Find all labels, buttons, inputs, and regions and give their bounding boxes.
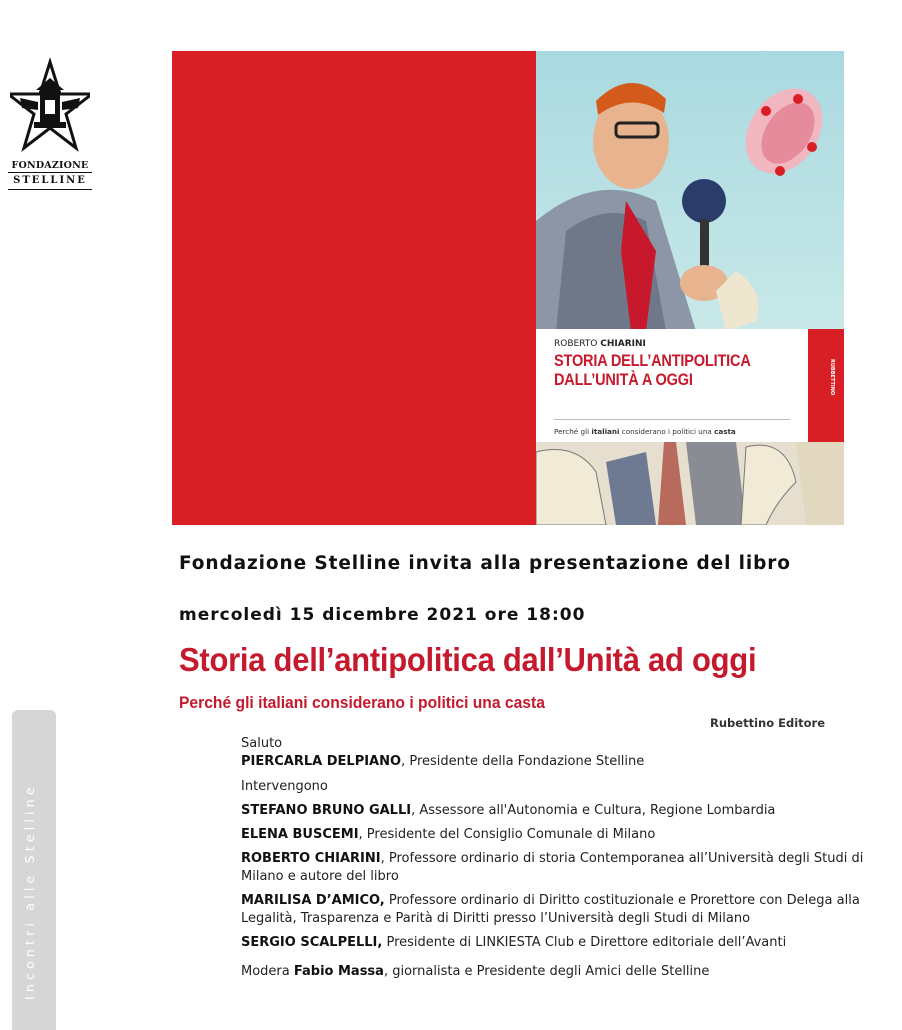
speaker-name: STEFANO BRUNO GALLI bbox=[241, 803, 412, 818]
speaker-name: MARILISA D’AMICO, bbox=[241, 893, 385, 908]
program bbox=[241, 735, 891, 981]
speaker-name: ELENA BUSCEMI bbox=[241, 827, 359, 842]
cover-title-panel bbox=[536, 329, 844, 442]
speaker-role: Presidente di LINKIESTA Club e Direttore editoriale dell’Avanti bbox=[382, 935, 787, 950]
book-cover bbox=[536, 51, 844, 525]
invitation-text: Fondazione Stelline invita alla presentazione del libro bbox=[179, 553, 791, 574]
cover-bottom-illustration bbox=[536, 442, 844, 525]
intervengono-label: Intervengono bbox=[241, 779, 328, 794]
moderator-role: , giornalista e Presidente degli Amici delle Stelline bbox=[383, 964, 710, 979]
red-panel bbox=[172, 51, 536, 525]
cover-subtitle-part: considerano i politici una bbox=[621, 427, 712, 436]
cover-publisher: RUBBETTINO bbox=[829, 359, 835, 396]
speaker-role: , Professore ordinario di storia Contemporanea all’Università degli Studi di Milano e autore del libro bbox=[241, 851, 864, 884]
cover-subtitle-part: italiani bbox=[591, 427, 620, 436]
event-date: mercoledì 15 dicembre 2021 ore 18:00 bbox=[179, 605, 586, 625]
fondazione-stelline-logo bbox=[6, 58, 94, 198]
moderator-entry bbox=[241, 963, 891, 981]
cover-author-last: CHIARINI bbox=[600, 339, 646, 349]
cover-subtitle bbox=[554, 427, 736, 436]
speaker-name: PIERCARLA DELPIANO bbox=[241, 754, 402, 769]
speaker-entry bbox=[241, 850, 891, 886]
cover-illustration bbox=[536, 51, 844, 331]
saluto-label: Saluto bbox=[241, 736, 283, 751]
speaker-role: , Assessore all'Autonomia e Cultura, Regione Lombardia bbox=[411, 803, 776, 818]
cover-publisher-strip bbox=[808, 329, 844, 442]
saluto-speaker bbox=[241, 753, 891, 771]
speaker-role: Professore ordinario di Diritto costituzionale e Prorettore con Delega alla Legalità, Trasparenza e Parità di Diritti presso l’Università degli Studi di Milano bbox=[241, 893, 860, 926]
speaker-name: ROBERTO CHIARINI bbox=[241, 851, 381, 866]
cover-author-first: ROBERTO bbox=[554, 339, 598, 349]
speaker-entry bbox=[241, 892, 891, 928]
paper-scrolls-illustration bbox=[536, 442, 844, 525]
cover-author bbox=[554, 339, 646, 349]
speaker-entry bbox=[241, 826, 891, 844]
logo-divider bbox=[8, 189, 92, 190]
moderator-prefix: Modera bbox=[241, 964, 294, 979]
speaker-entry bbox=[241, 934, 891, 952]
star-building-icon bbox=[10, 58, 90, 158]
speaker-role: , Presidente della Fondazione Stelline bbox=[401, 754, 645, 769]
book-title: Storia dell’antipolitica dall’Unità ad oggi bbox=[179, 641, 757, 678]
speaker-role: , Presidente del Consiglio Comunale di Milano bbox=[358, 827, 656, 842]
speaker-entry bbox=[241, 802, 891, 820]
cover-title-line2: DALL’UNITÀ A OGGI bbox=[554, 371, 693, 389]
logo-text-fondazione: FONDAZIONE bbox=[11, 160, 89, 171]
series-label: Incontri alle Stelline bbox=[22, 783, 37, 1000]
cover-divider bbox=[554, 419, 790, 420]
event-banner bbox=[172, 51, 844, 525]
publisher-name: Rubettino Editore bbox=[710, 716, 825, 730]
moderator-name: Fabio Massa bbox=[293, 964, 384, 979]
logo-text-stelline: STELLINE bbox=[13, 175, 87, 186]
cover-title bbox=[554, 352, 751, 390]
cover-subtitle-part: casta bbox=[714, 427, 736, 436]
book-subtitle: Perché gli italiani considerano i politici una casta bbox=[179, 693, 545, 712]
speaker-name: SERGIO SCALPELLI, bbox=[241, 935, 383, 950]
logo-divider bbox=[8, 172, 92, 173]
cover-subtitle-part: Perché gli bbox=[554, 427, 590, 436]
cover-title-line1: STORIA DELL’ANTIPOLITICA bbox=[554, 352, 751, 370]
